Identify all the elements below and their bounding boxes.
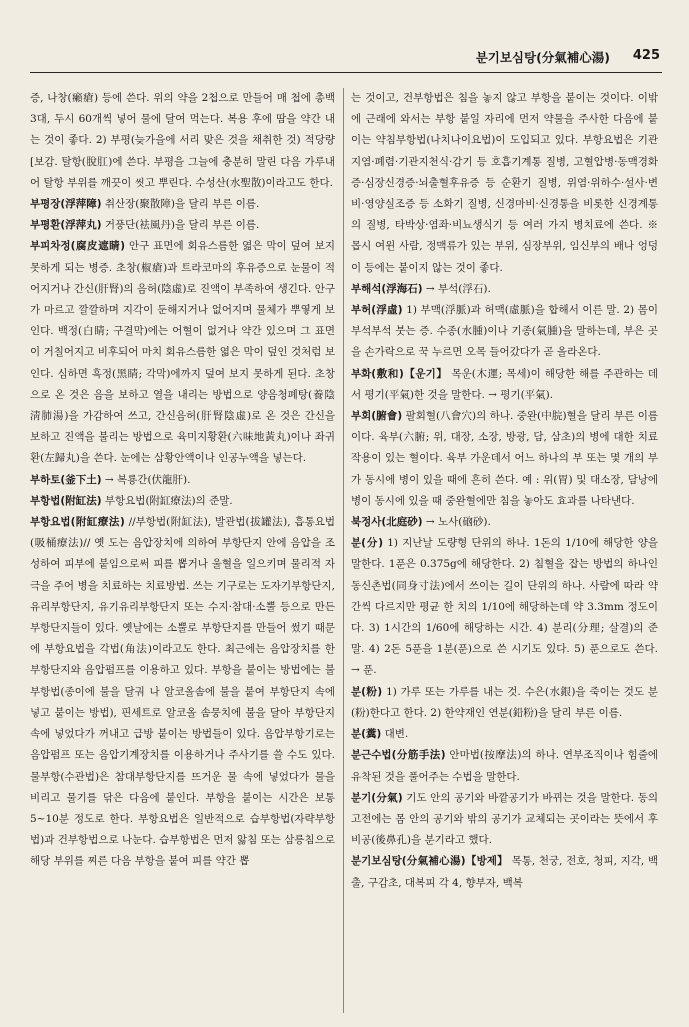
entry: [351, 788, 658, 852]
column-divider: [343, 88, 344, 1013]
entry: [351, 851, 658, 893]
entry: [30, 88, 335, 194]
entry-text: 증, 나창(癩瘡) 등에 쓴다. 위의 약을 2첩으로 만들어 매 첩에 총백 3대, 두시 60개씩 넣어 물에 달여 먹는다. 복용 후에 땀을 약간 내는 것이 좋다. 2) 부평(늦가을에 서리 맞은 것을 채취한 것) 적당량 [보감. 탈항(脫肛)에 쓴다. 부평을 그늘에 충분히 말린 다음 가루내어 탈항 부위를 깨끗이 씻고 뿌린다. 수성산(水聖散)이라고도 한다.: [30, 92, 335, 189]
entry: [30, 215, 335, 236]
running-header: [0, 40, 670, 72]
page-number: 425: [632, 48, 660, 63]
entry-text: 안마법(按摩法)의 하나. 연부조직이나 힘줄에 유착된 것을 풀어주는 수법을 말한다.: [351, 749, 658, 783]
entry: [30, 512, 335, 872]
entry-headword: 부평장(浮萍障): [30, 198, 102, 211]
entry-text: 취산장(聚散障)을 달리 부른 이름.: [104, 198, 260, 211]
entry-headword: 분(分): [351, 537, 383, 550]
entry-text: 부항요법(附缸療法)의 준말.: [104, 494, 233, 507]
right-column: [351, 88, 658, 1018]
entry-text: 1) 가루 또는 가루를 내는 것. 수은(水銀)을 죽이는 것도 분(粉)한다고 한다. 2) 한약재인 연분(鉛粉)을 달리 부른 이름.: [351, 685, 658, 719]
entry: [30, 236, 335, 469]
entry-headword: 부항요법(附缸療法): [30, 516, 125, 529]
entry-text: 목운(木運; 목세)이 해당한 해를 주관하는 데서 평기(平氣)한 것을 말한다. → 평기(平氣).: [351, 367, 658, 401]
entry-text: 목통, 천궁, 전호, 청피, 지각, 백출, 구감초, 대복피 각 4, 향부자, 백복: [351, 855, 658, 889]
entry-text: 팔회혈(八會穴)의 하나. 중완(中脘)혈을 달리 부른 이름이다. 육부(六腑; 위, 대장, 소장, 방광, 담, 삼초)의 병에 대한 치료작용이 있는 혈이다. 육부 가운데서 어느 하나의 부 또는 몇 개의 부가 동시에 병이 있을 때에 흔히 쓴다. 예 : 위(胃) 및 대소장, 담낭에 병이 동시에 있을 때 중완혈에만 침을 놓아도 효과를 나타낸다.: [351, 410, 658, 507]
entry: [351, 88, 658, 279]
entry-headword: 부회(腑會): [351, 410, 403, 423]
entry-text: 대변.: [384, 728, 409, 741]
entry-text: 기도 안의 공기와 바깥공기가 바뀌는 것을 말한다. 동의고전에는 몸 안의 공기와 밖의 공기가 교체되는 곳이라는 뜻에서 후비공(後鼻孔)을 분기라고 했다.: [351, 791, 658, 847]
left-column: [30, 88, 335, 1018]
entry-text: //부항법(附缸法), 발관법(拔罐法), 흡통요법(吸桶療法)// 옛 도는 음압장치에 의하여 부항단지 안에 음압을 조성하여 피부에 붙임으로써 피를 뽑거나 울혈을 일으키며 물리적 자극을 주어 병을 치료하는 치료방법. 쓰는 기구로는 도자기부항단지, 유리부항단지, 유기유리부항단지 또는 수지·참대·소뿔 등으로 만든 부항단지들이 있다. 옛날에는 소뿔로 부항단지를 만들어 썼기 때문에 부항요법을 각법(角法)이라고도 한다. 최근에는 음압장치를 한 부항단지와 음압펌프를 이용하고 있다. 부항을 붙이는 방법에는 불부항법(종이에 불을 달궈 나 알코올솜에 불을 붙여 부항단지 속에 넣고 붙이는 방법), 핀세트로 알코올 솜뭉치에 불을 달아 부항단지 속에 넣었다가 꺼내고 급방 붙이는 방법들이 있다. 음압부항기로는 음압펌프 또는 음압기계장치를 이용하거나 주사기를 쓸 수도 있다. 물부항(수관법)은 참대부항단지를 뜨거운 물 속에 넣었다가 물을 비리고 물기를 닦은 다음에 붙인다. 부항을 붙이는 시간은 보통 5~10분 정도로 한다. 부항요법은 일반적으로 습부항법(자략부항법)과 건부항법으로 나눈다. 습부항법은 먼저 앓침 또는 삼릉침으로 해당 부위를 찌른 다음 부항을 붙여 피를 약간 뽑: [30, 516, 335, 868]
entry-headword: 분기보심탕(分氣補心湯)【방제】: [351, 855, 508, 868]
entry-text: 거풍단(袪風丹)을 달리 부른 이름.: [104, 219, 260, 232]
entry-headword: 부화(敷和)【운기】: [351, 367, 448, 380]
entry-headword: 부피차정(腐皮遮睛): [30, 240, 126, 253]
entry-headword: 부해석(浮海石): [351, 282, 423, 295]
entry: [351, 300, 658, 364]
entry-text: 는 것이고, 건부항법은 침을 놓지 않고 부항을 붙이는 것이다. 이밖에 근래에 와서는 부항 붙일 자리에 먼저 약물을 주사한 다음에 붙이는 약침부항법(나치나이요법)이 도입되고 있다. 부항요법은 기관지염·폐렴·기관지천식·감기 등 호흡기계통 질병, 고혈압병·동맥경화증·심장신경증·뇌출혈후유증 등 순환기 질병, 위염·위하수·설사·변비·영양실조증 등 소화기 질병, 신경마비·신경통을 비롯한 신경계통의 질병, 타박상·염좌·비뇨생식기 등 여러 가지 병치료에 쓴다. ※ 몹시 여윈 사람, 정맥류가 있는 부위, 심장부위, 임신부의 배나 엉덩이 등에는 붙이지 않는 것이 좋다.: [351, 92, 658, 274]
entry-headword: 북정사(北庭砂): [351, 516, 423, 529]
entry-headword: 분근수법(分筋手法): [351, 749, 446, 762]
entry: [351, 364, 658, 406]
entry-text: 1) 지난날 도량형 단위의 하나. 1돈의 1/10에 해당한 양을 말한다. 1푼은 0.375g에 해당한다. 2) 침혈을 잡는 방법의 하나인 동신촌법(同身寸法)에서 쓰이는 길이 단위의 하나. 사람에 따라 약간씩 다르지만 평균 한 치의 1/10에 해당하는데 약 3.3mm 정도이다. 3) 1시간의 1/60에 해당하는 시간. 4) 분리(分理; 살결)의 준말. 4) 2돈 5푼을 1분(푼)으로 쓴 시기도 있다. 5) 푼으로도 쓴다. → 푼.: [351, 537, 658, 677]
entry: [30, 470, 335, 491]
entry-headword: 분(糞): [351, 728, 382, 741]
entry-text: 안구 표면에 회유스름한 엷은 막이 덮여 보지 못하게 되는 병증. 초창(椒瘡)과 트라코마의 후유증으로 눈물이 적어지거나 간신(肝腎)의 음허(陰虛)로 진액이 부족하여 생긴다. 안구가 마르고 깔깔하며 지각이 둔해지거나 없어지며 물체가 뿌옇게 보인다. 백정(白睛; 구결막)에는 어혈이 없거나 약간 있으며 그 표면이 거칠어지고 비후되어 마치 회유스름한 엷은 막이 덮인 것처럼 보인다. 심하면 흑정(黑睛; 각막)에까지 덮여 보지 못하게 된다. 초창으로 온 것은 음을 보하고 열을 내리는 방법으로 양음청폐탕(養陰淸肺湯)을 가감하여 쓰고, 간신음허(肝腎陰虛)로 온 것은 간신을 보하고 진액을 불리는 방법으로 육미지황환(六味地黃丸)이나 좌귀환(左歸丸)을 쓴다. 눈에는 삼황안액이나 인공누액을 넣는다.: [30, 240, 335, 465]
entry: [351, 533, 658, 681]
entry-headword: 부평환(浮萍丸): [30, 219, 102, 232]
entry-headword: 부항법(附缸法): [30, 494, 102, 507]
header-rule: [30, 72, 662, 73]
entry-text: → 부석(浮石).: [425, 282, 491, 295]
entry-headword: 부하토(釜下土): [30, 473, 102, 486]
entry: [351, 682, 658, 724]
entry: [351, 745, 658, 787]
entry-text: → 노사(硇砂).: [425, 516, 491, 529]
entry-headword: 부허(浮虛): [351, 304, 403, 317]
entry-text: 1) 부맥(浮脈)과 허맥(虛脈)을 합해서 이른 말. 2) 몸이 부석부석 붓는 증. 수종(水腫)이나 기종(氣腫)을 말하는데, 부은 곳을 손가락으로 꾹 누르면 오목 들어갔다가 곧 올라온다.: [351, 304, 658, 359]
entry: [351, 279, 658, 300]
entry: [351, 406, 658, 512]
entry-text: → 복룡간(伏龍肝).: [104, 473, 191, 486]
entry: [351, 512, 658, 533]
entry-headword: 분(粉): [351, 685, 383, 698]
entry: [30, 491, 335, 512]
entry: [351, 724, 658, 745]
running-title: 분기보심탕(分氣補心湯): [475, 50, 610, 65]
entry: [30, 194, 335, 215]
entry-headword: 분기(分氣): [351, 791, 403, 804]
